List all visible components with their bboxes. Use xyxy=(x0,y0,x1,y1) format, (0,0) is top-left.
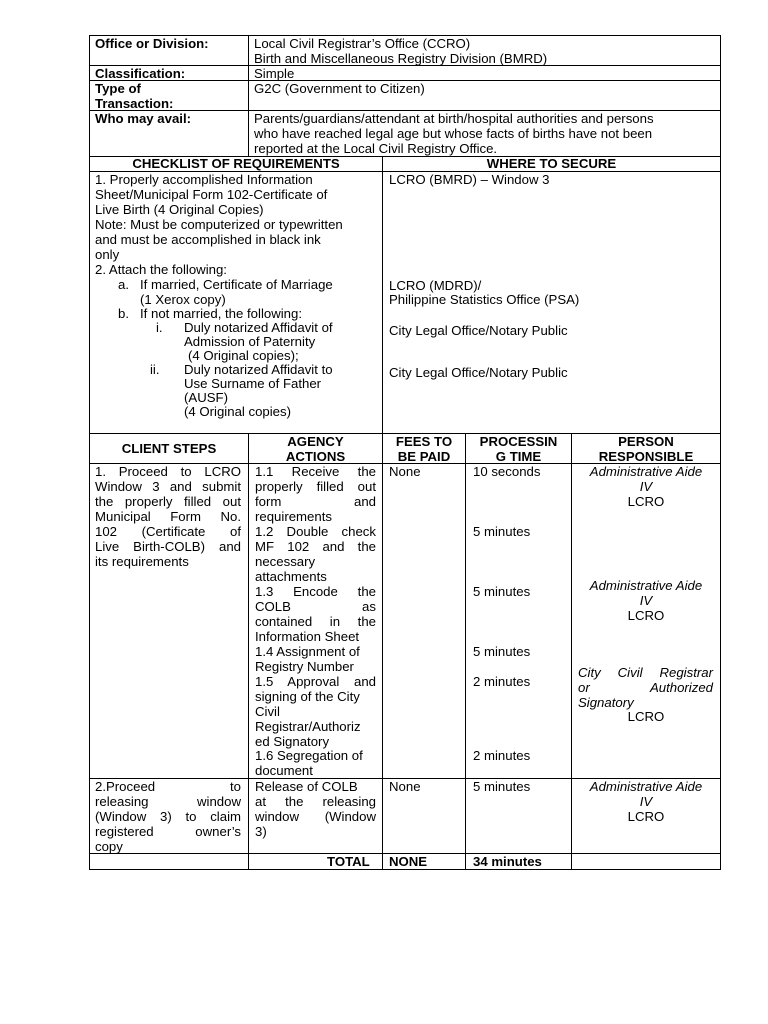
agency-action-line: ed Signatory xyxy=(255,734,330,749)
client-step-line: copy xyxy=(95,839,123,854)
agency-action-line: window (Window xyxy=(255,809,376,824)
requirement-line: Duly notarized Affidavit of xyxy=(184,320,333,335)
where-line: LCRO (BMRD) – Window 3 xyxy=(389,172,550,187)
transaction-type-label-line-2: Transaction: xyxy=(95,96,174,111)
where-line: LCRO (MDRD)/ xyxy=(389,278,482,293)
processing-time-header-line-1: PROCESSIN xyxy=(479,434,558,449)
person-title: or Authorized xyxy=(578,680,713,695)
where-line: City Legal Office/Notary Public xyxy=(389,365,568,380)
transaction-type-label-line-1: Type of xyxy=(95,81,141,96)
person-office: LCRO xyxy=(627,608,665,623)
person-title: IV xyxy=(639,794,653,809)
person-office: LCRO xyxy=(627,494,665,509)
agency-action-line: 1.2 Double check xyxy=(255,524,376,539)
agency-action-line: Registry Number xyxy=(255,659,354,674)
requirement-line: 1. Properly accomplished Information xyxy=(95,172,313,187)
agency-action-line: at the releasing xyxy=(255,794,376,809)
client-step-line: 2.Proceed to xyxy=(95,779,241,794)
person-title: IV xyxy=(639,593,653,608)
agency-action-line: 1.5 Approval and xyxy=(255,674,376,689)
office-value-line-2: Birth and Miscellaneous Registry Division (BMRD) xyxy=(254,51,548,66)
classification-label: Classification: xyxy=(95,66,186,81)
client-step-line: 102 (Certificate of xyxy=(95,524,241,539)
person-title: City Civil Registrar xyxy=(578,665,713,680)
transaction-type-value: G2C (Government to Citizen) xyxy=(254,81,425,96)
client-step-line: registered owner’s xyxy=(95,824,241,839)
client-step-line: releasing window xyxy=(95,794,241,809)
requirement-line: only xyxy=(95,247,120,262)
where-line: Philippine Statistics Office (PSA) xyxy=(389,292,580,307)
total-time: 34 minutes xyxy=(473,854,542,869)
agency-action-line: 1.1 Receive the xyxy=(255,464,376,479)
agency-action-line: 1.3 Encode the xyxy=(255,584,376,599)
requirement-line: Live Birth (4 Original Copies) xyxy=(95,202,264,217)
client-step-line: its requirements xyxy=(95,554,189,569)
person-office: LCRO xyxy=(627,709,665,724)
processing-time: 2 minutes xyxy=(473,674,531,689)
list-marker: ii. xyxy=(150,362,160,377)
processing-time: 5 minutes xyxy=(473,524,531,539)
who-may-avail-line-2: who have reached legal age but whose facts of births have not been xyxy=(254,126,653,141)
agency-action-line: document xyxy=(255,763,313,778)
fees-header-line-2: BE PAID xyxy=(397,449,451,464)
checklist-header: CHECKLIST OF REQUIREMENTS xyxy=(132,156,340,171)
agency-actions-header-line-2: ACTIONS xyxy=(285,449,346,464)
client-step-line: Live Birth-COLB) and xyxy=(95,539,241,554)
requirement-line: (4 Original copies) xyxy=(184,404,292,419)
total-label: TOTAL xyxy=(327,854,370,869)
person-responsible-header-line-1: PERSON xyxy=(618,434,674,449)
client-steps-header: CLIENT STEPS xyxy=(121,441,217,456)
classification-value: Simple xyxy=(254,66,295,81)
agency-action-line: 1.6 Segregation of xyxy=(255,748,363,763)
agency-action-line: 1.4 Assignment of xyxy=(255,644,360,659)
requirement-line: Duly notarized Affidavit to xyxy=(184,362,333,377)
client-step-line: (Window 3) to claim xyxy=(95,809,241,824)
agency-action-line: 3) xyxy=(255,824,267,839)
step-2-processing-time: 5 minutes xyxy=(473,779,531,794)
person-responsible-header-line-2: RESPONSIBLE xyxy=(598,449,694,464)
agency-action-line: MF 102 and the xyxy=(255,539,376,554)
requirement-line: Sheet/Municipal Form 102-Certificate of xyxy=(95,187,328,202)
person-title: Administrative Aide xyxy=(589,464,703,479)
person-title: Signatory xyxy=(578,695,634,710)
processing-time-header-line-2: G TIME xyxy=(495,449,542,464)
agency-action-line: form and xyxy=(255,494,376,509)
processing-time: 10 seconds xyxy=(473,464,541,479)
processing-time: 5 minutes xyxy=(473,644,531,659)
agency-action-line: attachments xyxy=(255,569,327,584)
agency-actions-header-line-1: AGENCY xyxy=(287,434,344,449)
requirement-line: Note: Must be computerized or typewritten xyxy=(95,217,343,232)
list-marker: a. xyxy=(118,277,129,292)
step-1-fee: None xyxy=(389,464,421,479)
agency-action-line: signing of the City xyxy=(255,689,360,704)
who-may-avail-line-1: Parents/guardians/attendant at birth/hospital authorities and persons xyxy=(254,111,654,126)
who-may-avail-line-3: reported at the Local Civil Registry Office. xyxy=(254,141,498,156)
step-2-fee: None xyxy=(389,779,421,794)
requirement-line: (4 Original copies); xyxy=(188,348,299,363)
person-title: IV xyxy=(639,479,653,494)
agency-action-line: Release of COLB xyxy=(255,779,358,794)
processing-time: 2 minutes xyxy=(473,748,531,763)
office-label: Office or Division: xyxy=(95,36,209,51)
agency-action-line: Registrar/Authoriz xyxy=(255,719,361,734)
list-marker: i. xyxy=(156,320,163,335)
client-step-line: 1. Proceed to LCRO xyxy=(95,464,241,479)
requirement-line: Use Surname of Father xyxy=(184,376,322,391)
person-title: Administrative Aide xyxy=(589,578,703,593)
fees-header-line-1: FEES TO xyxy=(395,434,453,449)
agency-action-line: COLB as xyxy=(255,599,376,614)
total-fee: NONE xyxy=(389,854,428,869)
agency-action-line: properly filled out xyxy=(255,479,376,494)
requirement-line: (1 Xerox copy) xyxy=(140,292,226,307)
requirement-line: 2. Attach the following: xyxy=(95,262,227,277)
list-marker: b. xyxy=(118,306,129,321)
where-to-secure-header: WHERE TO SECURE xyxy=(486,156,617,171)
agency-action-line: necessary xyxy=(255,554,316,569)
agency-action-line: contained in the xyxy=(255,614,376,629)
person-title: Administrative Aide xyxy=(589,779,703,794)
who-may-avail-label: Who may avail: xyxy=(95,111,192,126)
client-step-line: the properly filled out xyxy=(95,494,241,509)
agency-action-line: Civil xyxy=(255,704,280,719)
requirement-line: If married, Certificate of Marriage xyxy=(140,277,333,292)
agency-action-line: Information Sheet xyxy=(255,629,360,644)
processing-time: 5 minutes xyxy=(473,584,531,599)
client-step-line: Municipal Form No. xyxy=(95,509,241,524)
requirement-line: Admission of Paternity xyxy=(184,334,316,349)
requirement-line: (AUSF) xyxy=(184,390,228,405)
where-line: City Legal Office/Notary Public xyxy=(389,323,568,338)
person-office: LCRO xyxy=(627,809,665,824)
requirement-line: and must be accomplished in black ink xyxy=(95,232,321,247)
agency-action-line: requirements xyxy=(255,509,332,524)
requirement-line: If not married, the following: xyxy=(140,306,302,321)
office-value-line-1: Local Civil Registrar’s Office (CCRO) xyxy=(254,36,471,51)
client-step-line: Window 3 and submit xyxy=(95,479,241,494)
